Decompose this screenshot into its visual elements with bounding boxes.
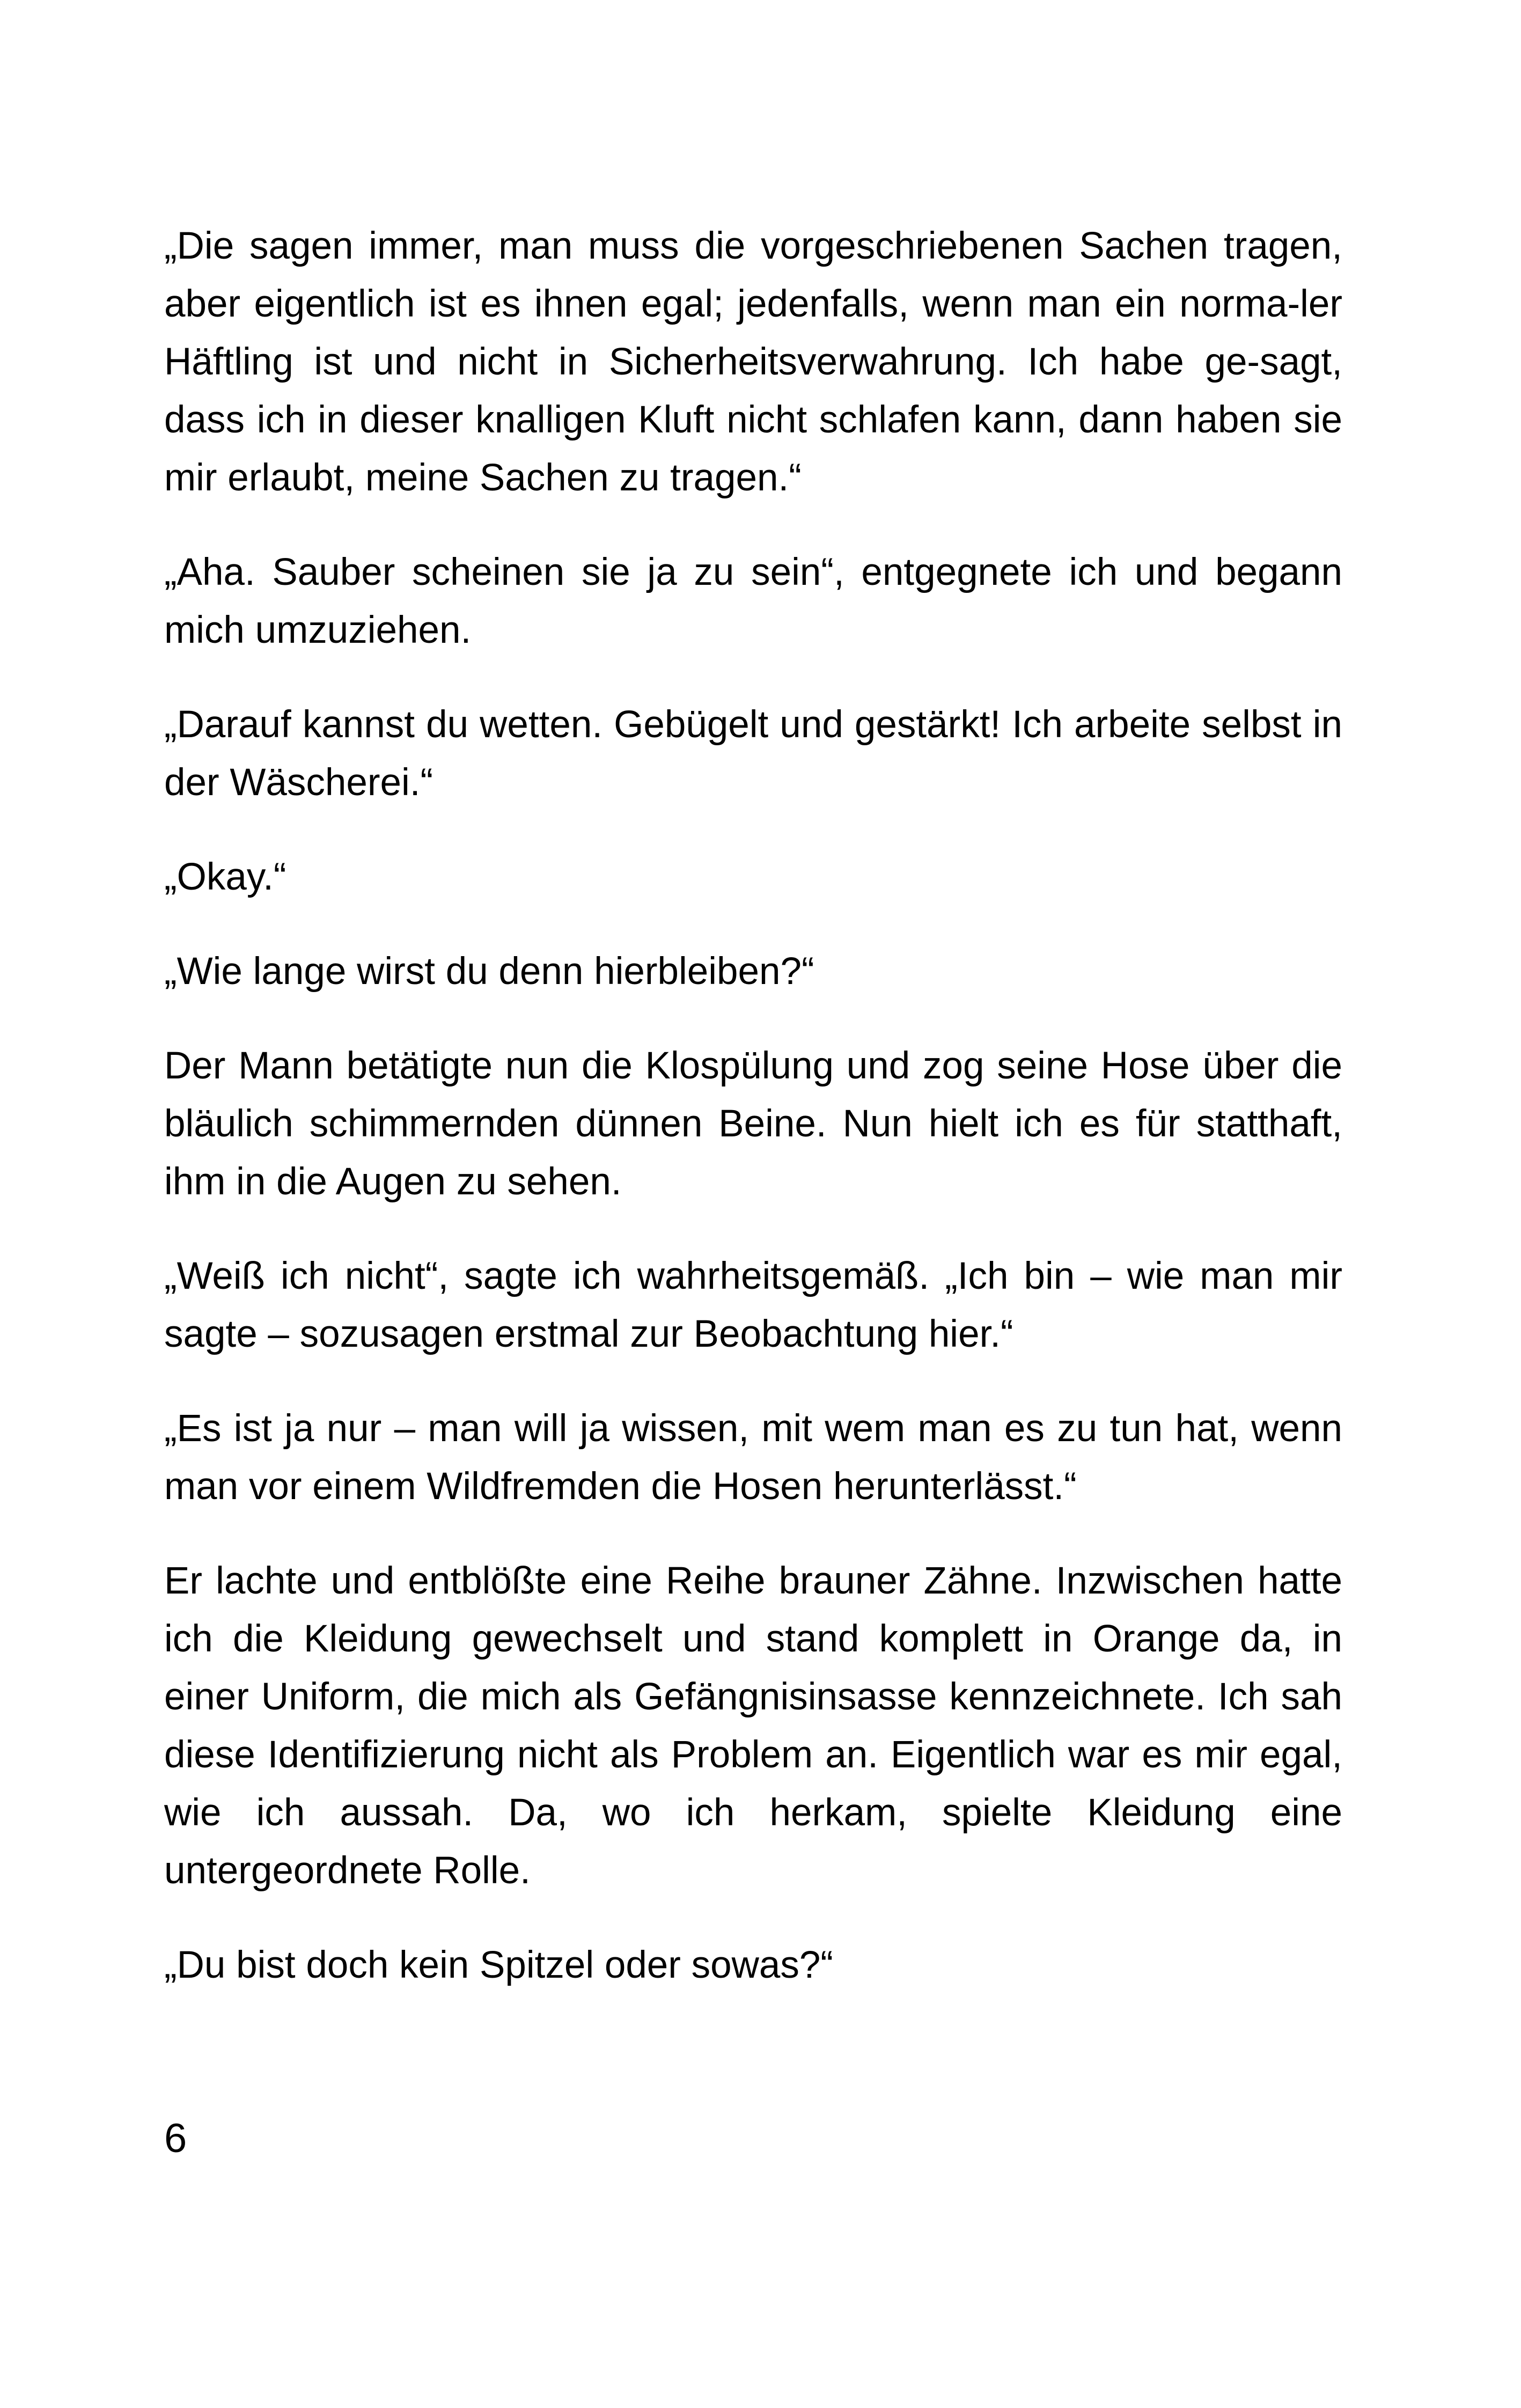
- paragraph-6: Der Mann betätigte nun die Klospülung und zog seine Hose über die bläulich schimmernden dünnen Beine. Nun hielt ich es für statthaft, ihm in die Augen zu sehen.: [164, 1045, 1342, 1203]
- paragraph-2: „Aha. Sauber scheinen sie ja zu sein“, entgegnete ich und begann mich umzuziehen.: [164, 551, 1342, 651]
- paragraph-1: „Die sagen immer, man muss die vorgeschriebenen Sachen tragen, aber eigentlich ist es ihnen egal; jedenfalls, wenn man ein norma-ler Häftling ist und nicht in Sicherheitsverwahrung. Ich habe ge-sagt, dass ich in dieser knalligen Kluft nicht schlafen kann, dann haben sie mir erlaubt, meine Sachen zu tragen.“: [164, 225, 1342, 499]
- paragraph-4: „Okay.“: [164, 856, 286, 898]
- body-text: [164, 217, 1342, 2031]
- paragraph-3: „Darauf kannst du wetten. Gebügelt und gestärkt! Ich arbeite selbst in der Wäscherei.“: [164, 703, 1342, 804]
- paragraph-8: „Es ist ja nur – man will ja wissen, mit wem man es zu tun hat, wenn man vor einem Wildfremden die Hosen herunterlässt.“: [164, 1407, 1342, 1508]
- paragraph-7: „Weiß ich nicht“, sagte ich wahrheitsgemäß. „Ich bin – wie man mir sagte – sozusagen erstmal zur Beobachtung hier.“: [164, 1255, 1342, 1355]
- page-number: 6: [164, 2116, 187, 2161]
- paragraph-10: „Du bist doch kein Spitzel oder sowas?“: [164, 1944, 834, 1986]
- paragraph-9: Er lachte und entblößte eine Reihe brauner Zähne. Inzwischen hatte ich die Kleidung gewechselt und stand komplett in Orange da, in einer Uniform, die mich als Gefängnisinsasse kennzeichnete. Ich sah diese Identifizierung nicht als Problem an. Eigentlich war es mir egal, wie ich aussah. Da, wo ich herkam, spielte Kleidung eine untergeordnete Rolle.: [164, 1560, 1342, 1892]
- paragraph-5: „Wie lange wirst du denn hierbleiben?“: [164, 950, 814, 993]
